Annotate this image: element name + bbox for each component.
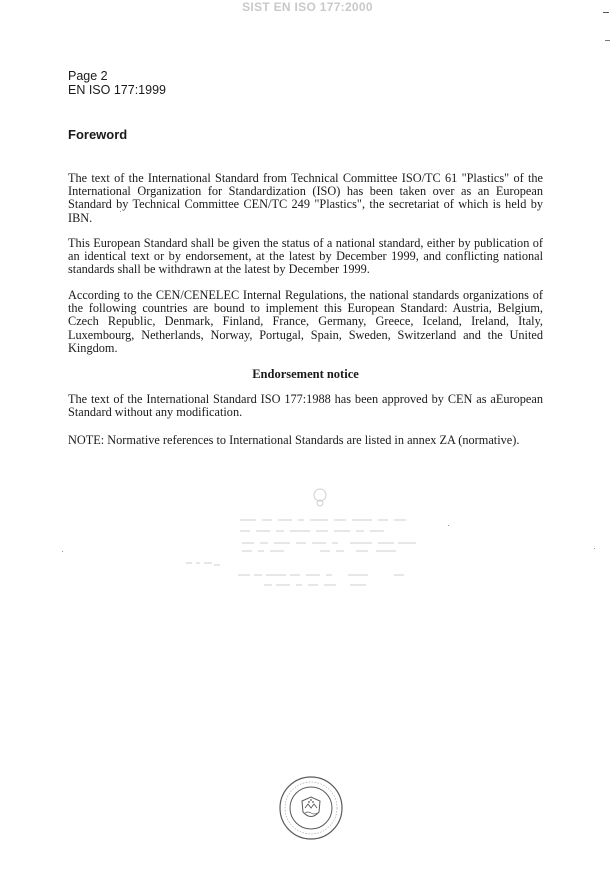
corner-mark (605, 40, 610, 41)
foreword-paragraph: According to the CEN/CENELEC Internal Regulations, the national standards organizations of the following countries are bound to implement this European Standard: Austria, Belgium, Czech Republic, Denmark, Finland, France, Germany, Greece, Iceland, Ireland, Italy, Luxembourg, Netherlands, Norway, Portugal, Spain, Sweden, Switzerland and the United Kingdom. (68, 288, 543, 355)
endorsement-paragraph: The text of the International Standard ISO 177:1988 has been approved by CEN as aEuropean Standard without any modification. (68, 392, 543, 420)
speck (448, 525, 449, 526)
note-paragraph: NOTE: Normative references to International Standards are listed in annex ZA (normative). (68, 433, 520, 447)
watermark-header: SIST EN ISO 177:2000 (242, 0, 373, 14)
faint-stamp-icon (180, 485, 430, 595)
speck (120, 211, 121, 212)
speck (62, 551, 63, 552)
endorsement-title: Endorsement notice (252, 367, 359, 381)
foreword-title: Foreword (68, 127, 128, 142)
page-number: Page 2 (68, 69, 108, 83)
page-info (68, 69, 166, 97)
speck (594, 548, 595, 549)
foreword-paragraph: The text of the International Standard from Technical Committee ISO/TC 61 "Plastics" of the International Organization for Standardization (ISO) has been taken over as an European Standard by Technical Committee CEN/TC 249 "Plastics", the secretariat of which is held by IBN. (68, 171, 543, 225)
foreword-paragraph: This European Standard shall be given the status of a national standard, either by publication of an identical text or by endorsement, at the latest by December 1999, and conflicting national standards shall be withdrawn at the latest by December 1999. (68, 236, 543, 277)
corner-mark (603, 12, 609, 13)
standard-number: EN ISO 177:1999 (68, 83, 166, 97)
seal-icon (278, 775, 344, 841)
